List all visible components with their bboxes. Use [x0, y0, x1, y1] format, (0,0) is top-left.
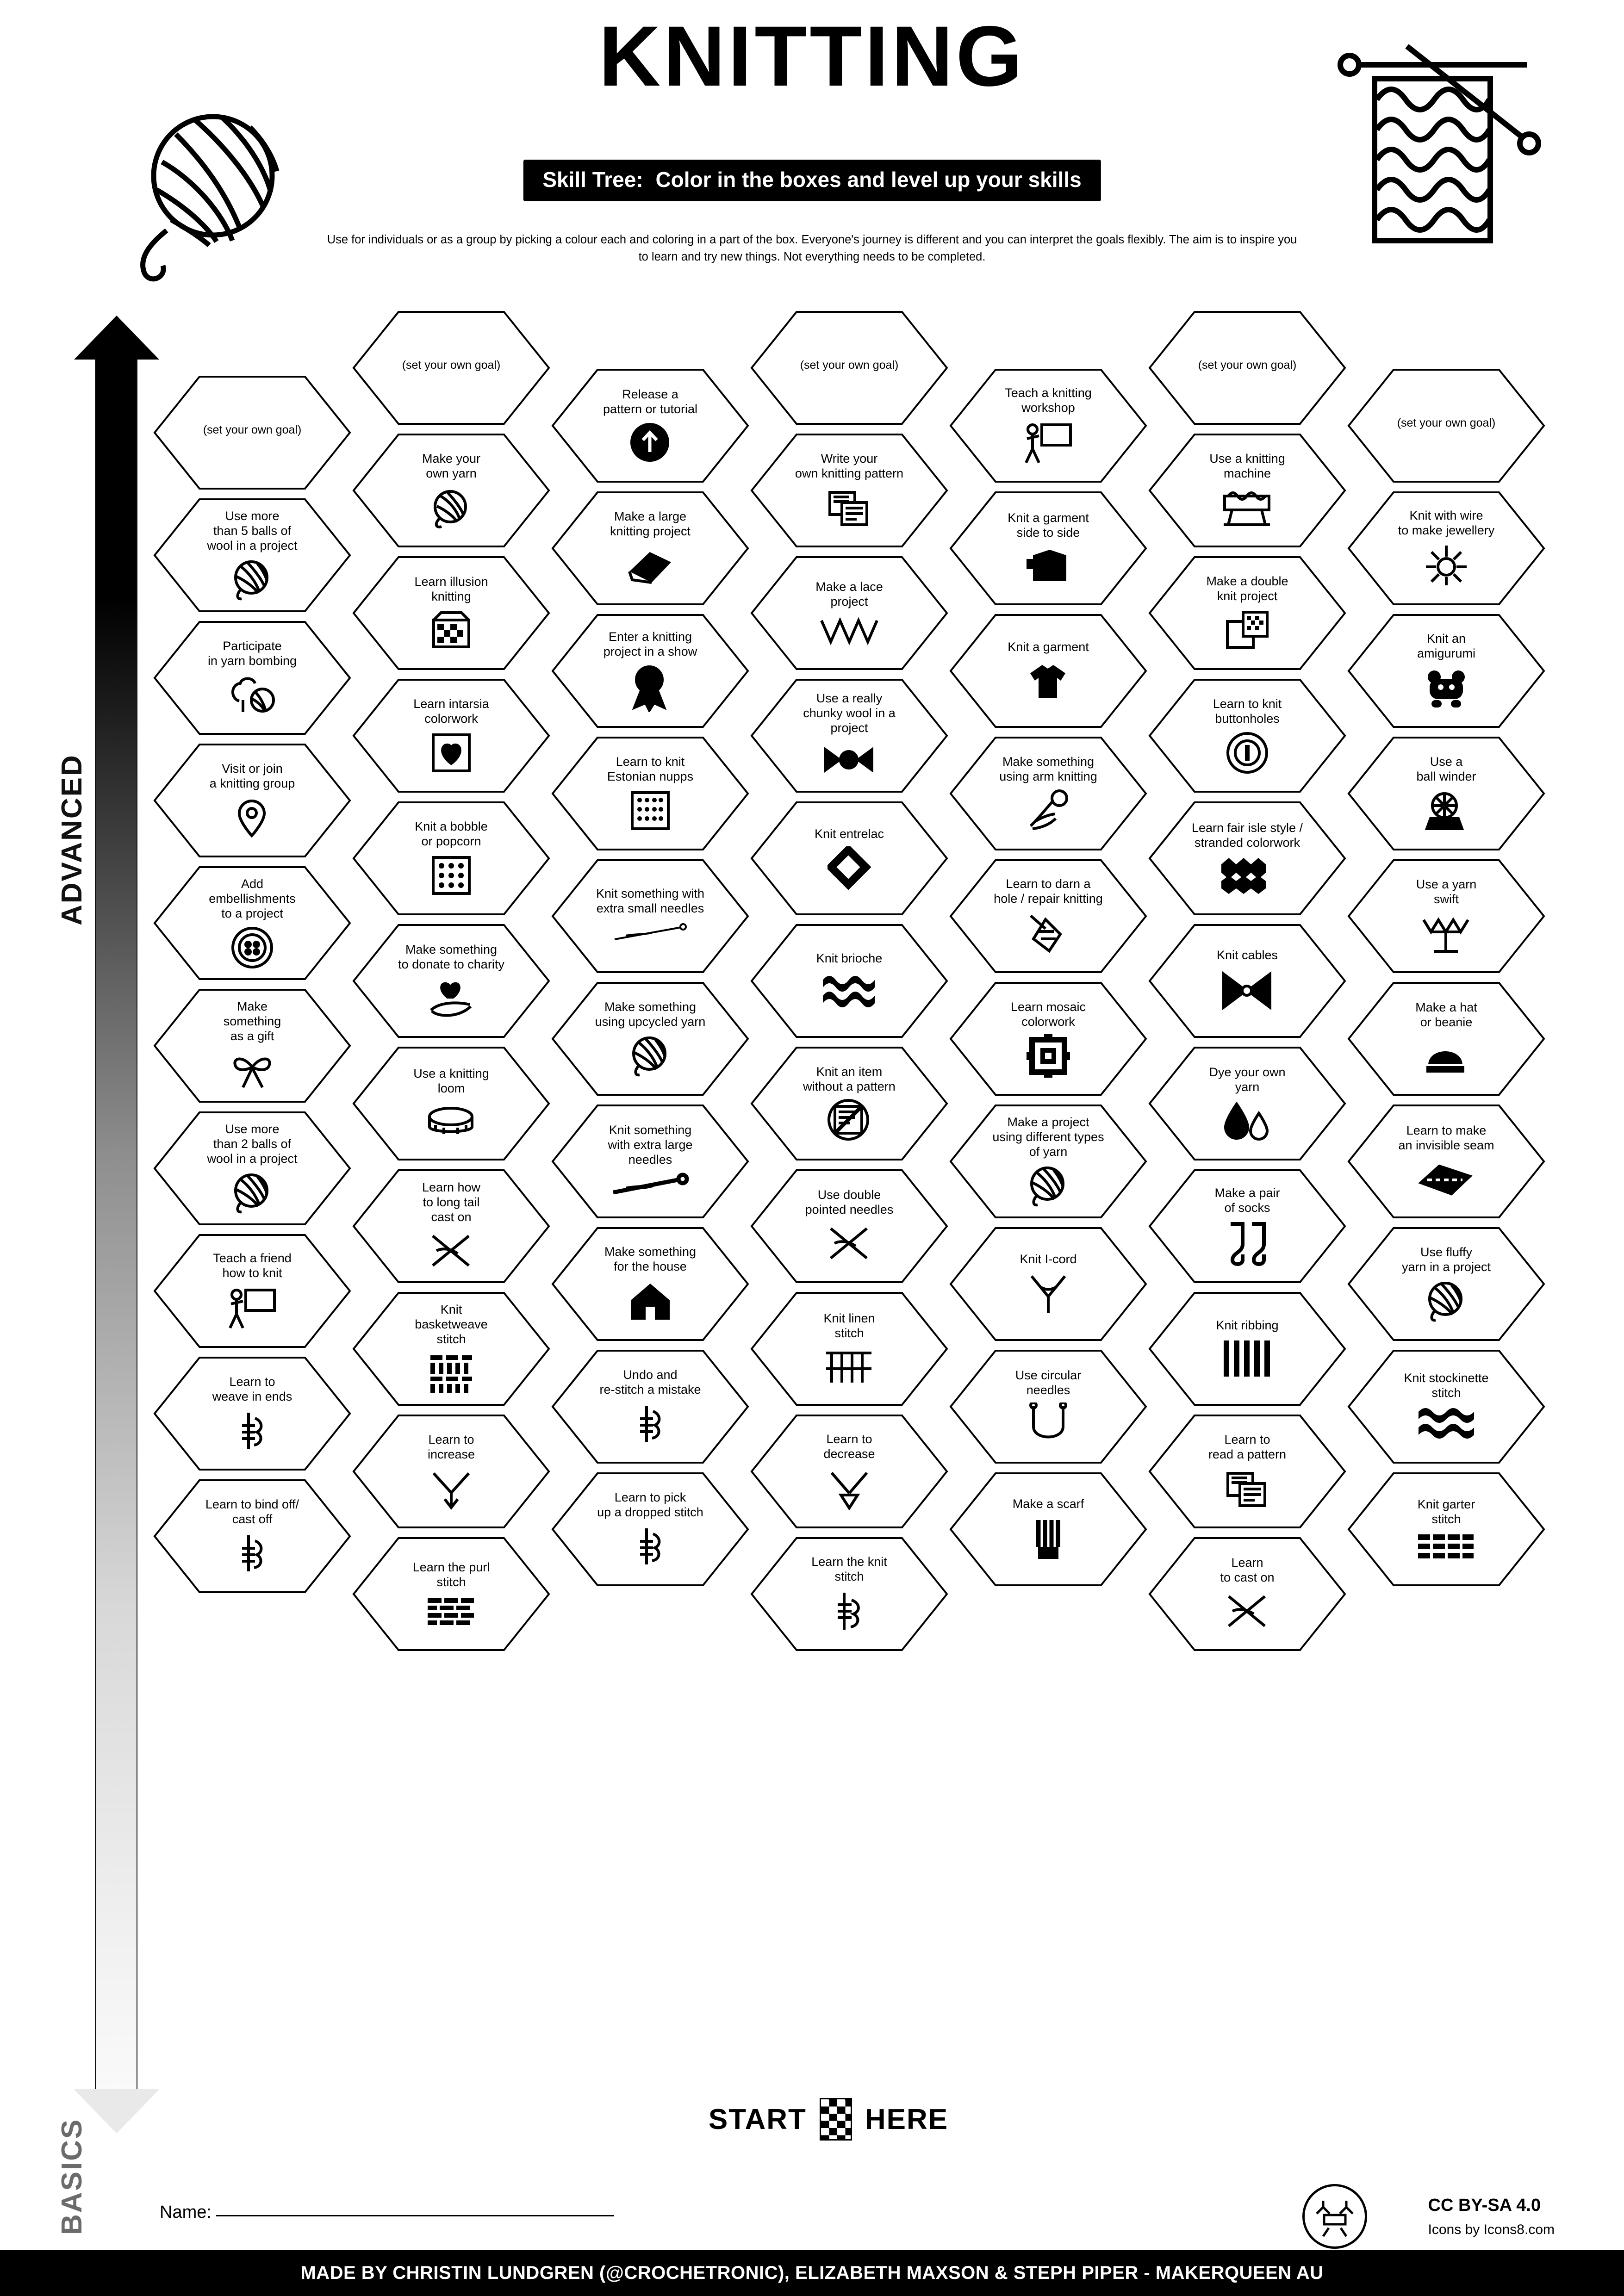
- subtitle-text: Color in the boxes and level up your skills: [655, 168, 1082, 192]
- skill-label: Learn how to long tail cast on: [422, 1180, 481, 1224]
- skill-label: Learn to weave in ends: [212, 1375, 292, 1403]
- stockinette-icon: [1416, 1405, 1477, 1442]
- skill-hex-6-5[interactable]: [1148, 800, 1347, 916]
- skill-label: Add embellishments to a project: [209, 877, 296, 920]
- skill-label: Learn to pick up a dropped stitch: [597, 1490, 703, 1519]
- yarn-ball-icon: [1027, 1164, 1070, 1208]
- no-pattern-icon: [828, 1099, 871, 1142]
- skill-hex-5-6[interactable]: [949, 981, 1148, 1097]
- skill-label: Knit entrelac: [814, 827, 884, 841]
- skill-label: Participate in yarn bombing: [207, 639, 297, 668]
- skill-hex-6-6[interactable]: [1148, 923, 1347, 1039]
- skill-hex-3-7[interactable]: [551, 1104, 750, 1219]
- skill-hex-4-11[interactable]: [750, 1536, 949, 1652]
- skill-label: Learn mosaic colorwork: [1010, 1000, 1086, 1029]
- skill-label: (set your own goal): [203, 423, 302, 437]
- socks-icon: [1224, 1220, 1270, 1266]
- crossed-needles-icon: [826, 1222, 872, 1265]
- skill-hex-5-1[interactable]: [949, 368, 1148, 484]
- skill-hex-6-7[interactable]: [1148, 1046, 1347, 1161]
- skill-label: Write your own knitting pattern: [795, 452, 904, 480]
- skill-hex-5-9[interactable]: [949, 1349, 1148, 1464]
- name-rule: [216, 2215, 614, 2216]
- award-ribbon-icon: [627, 664, 673, 712]
- skill-hex-3-6[interactable]: [551, 981, 750, 1097]
- skill-hex-7-8[interactable]: [1347, 1226, 1546, 1342]
- skill-label: Use a ball winder: [1416, 755, 1476, 783]
- knitting-needle-yarn-icon: [235, 1409, 270, 1452]
- presenter-icon: [227, 1285, 277, 1331]
- skill-hex-2-5[interactable]: [352, 800, 551, 916]
- skill-hex-6-9[interactable]: [1148, 1291, 1347, 1407]
- skill-hex-7-4[interactable]: [1347, 736, 1546, 851]
- skill-label: Knit an amigurumi: [1417, 632, 1476, 660]
- dye-icon: [1223, 1099, 1272, 1142]
- skill-hex-7-10[interactable]: [1347, 1471, 1546, 1587]
- tree-yarn-icon: [226, 673, 278, 717]
- skill-hex-1-10[interactable]: [153, 1478, 352, 1594]
- skill-label: Learn to bind off/ cast off: [205, 1497, 299, 1526]
- axis-label-basics: BASICS: [56, 2118, 88, 2235]
- linen-stitch-icon: [823, 1346, 875, 1386]
- amigurumi-icon: [1422, 666, 1470, 710]
- skill-hex-2-7[interactable]: [352, 1046, 551, 1161]
- seam-icon: [1418, 1158, 1475, 1199]
- skill-hex-7-9[interactable]: [1347, 1349, 1546, 1464]
- skill-label: Make something as a gift: [223, 999, 281, 1043]
- skill-label: Make a pair of socks: [1214, 1186, 1280, 1215]
- yarn-ball-icon: [230, 1171, 274, 1215]
- skill-label: Make something using upcycled yarn: [595, 1000, 706, 1029]
- skill-hex-6-8[interactable]: [1148, 1168, 1347, 1284]
- skill-hex-3-5[interactable]: [551, 858, 750, 974]
- skill-hex-4-3[interactable]: [750, 555, 949, 671]
- yarn-swift-icon: [1420, 912, 1473, 955]
- skill-label: Learn to darn a hole / repair knitting: [994, 877, 1103, 906]
- dots-square-icon: [628, 789, 672, 832]
- heart-square-icon: [429, 731, 473, 775]
- knitting-needle-yarn-icon: [633, 1525, 668, 1568]
- skill-hex-5-2[interactable]: [949, 490, 1148, 606]
- skill-label: Learn to decrease: [823, 1432, 875, 1461]
- increase-icon: [429, 1467, 473, 1510]
- mosaic-icon: [1027, 1034, 1070, 1078]
- axis-label-advanced: ADVANCED: [56, 754, 88, 925]
- skill-label: Learn to knit buttonholes: [1213, 697, 1282, 726]
- crossed-needles-icon: [428, 1229, 474, 1272]
- skill-hex-2-1[interactable]: [352, 310, 551, 426]
- skill-label: Knit garter stitch: [1417, 1497, 1475, 1526]
- skill-hex-5-10[interactable]: [949, 1471, 1148, 1587]
- skill-hex-3-2[interactable]: [551, 490, 750, 606]
- skill-hex-6-3[interactable]: [1148, 555, 1347, 671]
- skill-label: Visit or join a knitting group: [209, 762, 295, 790]
- skill-label: Make something using arm knitting: [999, 755, 1097, 783]
- checker-basket-icon: [429, 609, 473, 652]
- diamond-icon: [828, 846, 871, 890]
- blanket-icon: [626, 544, 675, 587]
- checkered-flag-icon: [820, 2098, 852, 2141]
- skill-hex-3-3[interactable]: [551, 613, 750, 729]
- intro-paragraph: Use for individuals or as a group by picking a colour each and coloring in a part of the box. Everyone's journey is different and you can interpret the goals flexibly. The aim is to inspire you to learn and try new things. Not everything needs to be completed.: [327, 233, 1297, 263]
- yarn-ball-icon: [628, 1034, 672, 1078]
- skill-label: Make a large knitting project: [610, 509, 691, 538]
- skill-label: Learn to knit Estonian nupps: [607, 755, 694, 783]
- darning-icon: [1027, 911, 1070, 956]
- knitting-needle-yarn-icon: [633, 1402, 668, 1446]
- skill-hex-7-2[interactable]: [1347, 490, 1546, 606]
- skill-hex-1-7[interactable]: [153, 1111, 352, 1226]
- skill-hex-6-1[interactable]: [1148, 310, 1347, 426]
- skill-label: Make a scarf: [1012, 1497, 1084, 1511]
- skill-hex-2-6[interactable]: [352, 923, 551, 1039]
- skill-label: Teach a friend how to knit: [213, 1251, 292, 1280]
- skill-label: Use double pointed needles: [805, 1188, 894, 1216]
- thin-needle-icon: [612, 921, 689, 946]
- skill-hex-2-11[interactable]: [352, 1536, 551, 1652]
- icord-icon: [1025, 1272, 1071, 1316]
- map-pin-icon: [231, 796, 274, 839]
- skill-hex-1-1[interactable]: [153, 375, 352, 490]
- skill-label: Use fluffy yarn in a project: [1401, 1245, 1491, 1274]
- skill-label: Make a project using different types of yarn: [992, 1115, 1104, 1159]
- skill-hex-3-4[interactable]: [551, 736, 750, 851]
- skill-label: Learn to increase: [427, 1433, 475, 1461]
- crossed-needles-icon: [1224, 1590, 1270, 1632]
- skill-hex-4-6[interactable]: [750, 923, 949, 1039]
- pattern-doc-icon: [826, 486, 872, 529]
- tshirt-icon: [1027, 659, 1070, 702]
- skill-hex-2-8[interactable]: [352, 1168, 551, 1284]
- skill-label: Undo and re-stitch a mistake: [599, 1368, 701, 1396]
- skill-label: Use circular needles: [1015, 1368, 1082, 1397]
- skill-label: Learn to cast on: [1220, 1556, 1275, 1584]
- skill-label: Make something for the house: [604, 1245, 697, 1273]
- brick-rows-icon: [426, 1595, 477, 1628]
- start-here-marker: [662, 2094, 995, 2145]
- skill-hex-3-9[interactable]: [551, 1349, 750, 1464]
- skill-label: Release a pattern or tutorial: [603, 387, 698, 416]
- skill-label: Use a yarn swift: [1416, 877, 1477, 906]
- skill-label: Dye your own yarn: [1209, 1065, 1286, 1094]
- knitting-needle-yarn-icon: [235, 1532, 270, 1575]
- skill-label: Knit a garment: [1008, 640, 1089, 654]
- hand-heart-icon: [427, 977, 475, 1019]
- knit-stitch-icon: [831, 1589, 867, 1633]
- skill-label: Knit basketweave stitch: [415, 1303, 488, 1346]
- skill-hex-2-9[interactable]: [352, 1291, 551, 1407]
- skill-hex-6-11[interactable]: [1148, 1536, 1347, 1652]
- license-block: [1428, 2196, 1555, 2238]
- skill-hex-1-5[interactable]: [153, 865, 352, 981]
- skill-hex-5-3[interactable]: [949, 613, 1148, 729]
- circular-needles-icon: [1026, 1402, 1070, 1445]
- arm-knitting-icon: [1026, 789, 1070, 832]
- skill-label: (set your own goal): [1198, 359, 1297, 372]
- name-label: Name:: [160, 2203, 212, 2222]
- garment-side-icon: [1026, 545, 1071, 586]
- skill-hex-1-6[interactable]: [153, 988, 352, 1104]
- knitting-machine-icon: [1220, 486, 1275, 529]
- skill-hex-7-7[interactable]: [1347, 1104, 1546, 1219]
- skill-hex-4-10[interactable]: [750, 1414, 949, 1529]
- gift-bow-icon: [229, 1049, 275, 1092]
- double-knit-icon: [1224, 608, 1271, 652]
- upload-circle-icon: [629, 422, 672, 464]
- basketweave-icon: [428, 1352, 475, 1395]
- yarn-ball-icon: [1425, 1279, 1468, 1323]
- cable-icon: [1219, 968, 1276, 1014]
- presenter-icon: [1023, 420, 1073, 465]
- skill-hex-7-1[interactable]: [1347, 368, 1546, 484]
- skill-hex-4-4[interactable]: [750, 678, 949, 794]
- brioche-icon: [820, 971, 878, 1011]
- icons-credit-text: Icons by Icons8.com: [1428, 2222, 1555, 2237]
- skill-hex-1-3[interactable]: [153, 620, 352, 736]
- lace-wave-icon: [819, 614, 880, 646]
- skill-label: Knit linen stitch: [823, 1311, 875, 1340]
- skill-label: Knit a bobble or popcorn: [415, 819, 488, 848]
- yarn-ball-icon: [230, 558, 274, 602]
- skill-label: Use a really chunky wool in a project: [803, 691, 896, 735]
- decrease-icon: [827, 1466, 871, 1511]
- skill-hex-6-4[interactable]: [1148, 678, 1347, 794]
- skill-hex-2-3[interactable]: [352, 555, 551, 671]
- skill-label: Use a knitting machine: [1209, 452, 1285, 480]
- skill-label: Make your own yarn: [422, 452, 481, 480]
- skill-label: Knit cables: [1216, 948, 1278, 962]
- dots-grid-icon: [429, 854, 473, 897]
- skill-label: (set your own goal): [402, 359, 501, 372]
- skill-hex-7-6[interactable]: [1347, 981, 1546, 1097]
- skill-label: Learn the knit stitch: [811, 1555, 887, 1583]
- skill-hex-4-7[interactable]: [750, 1046, 949, 1161]
- skill-hex-4-1[interactable]: [750, 310, 949, 426]
- skill-label: Learn to make an invisible seam: [1398, 1123, 1494, 1152]
- skill-label: Make something to donate to charity: [398, 943, 504, 971]
- skill-label: Learn the purl stitch: [412, 1560, 490, 1589]
- credit-bar: MADE BY CHRISTIN LUNDGREN (@CROCHETRONIC), ELIZABETH MAXSON & STEPH PIPER - MAKERQUEEN AU: [0, 2250, 1624, 2296]
- beanie-icon: [1424, 1035, 1469, 1077]
- fairisle-icon: [1219, 855, 1276, 896]
- ribbing-icon: [1221, 1338, 1274, 1379]
- skill-label: Knit something with extra large needles: [608, 1123, 693, 1167]
- page-title: KNITTING: [598, 9, 1026, 104]
- skill-hex-5-4[interactable]: [949, 736, 1148, 851]
- wire-jewel-icon: [1422, 543, 1470, 588]
- skill-hex-5-5[interactable]: [949, 858, 1148, 974]
- skill-hex-5-8[interactable]: [949, 1226, 1148, 1342]
- here-word: HERE: [865, 2103, 949, 2135]
- loom-icon: [425, 1101, 477, 1141]
- skill-hex-5-7[interactable]: [949, 1104, 1148, 1219]
- house-icon: [627, 1279, 673, 1323]
- garter-icon: [1416, 1532, 1476, 1561]
- skill-label: Use a knitting loom: [413, 1067, 489, 1095]
- button-icon: [230, 926, 274, 969]
- skill-hex-6-10[interactable]: [1148, 1414, 1347, 1529]
- skill-hex-4-2[interactable]: [750, 433, 949, 548]
- start-word: START: [708, 2103, 807, 2135]
- skill-hex-2-2[interactable]: [352, 433, 551, 548]
- skill-hex-4-8[interactable]: [750, 1168, 949, 1284]
- skill-hex-7-5[interactable]: [1347, 858, 1546, 974]
- skill-label: Make a lace project: [815, 580, 883, 608]
- chunky-yarn-icon: [821, 740, 877, 780]
- skill-label: Knit I-cord: [1020, 1252, 1077, 1266]
- skill-hex-2-10[interactable]: [352, 1414, 551, 1529]
- skill-hex-1-8[interactable]: [153, 1233, 352, 1349]
- ball-winder-icon: [1424, 789, 1468, 832]
- skill-label: Learn intarsia colorwork: [413, 697, 489, 726]
- creative-commons-badge-icon: [1302, 2184, 1367, 2249]
- license-text: CC BY-SA 4.0: [1428, 2196, 1541, 2215]
- scarf-icon: [1026, 1516, 1070, 1562]
- skill-label: Knit ribbing: [1216, 1318, 1279, 1333]
- skill-hex-3-8[interactable]: [551, 1226, 750, 1342]
- skill-hex-1-9[interactable]: [153, 1356, 352, 1471]
- skill-hex-1-2[interactable]: [153, 497, 352, 613]
- skill-hex-3-10[interactable]: [551, 1471, 750, 1587]
- skill-label: Learn fair isle style / stranded colorwork: [1191, 821, 1303, 850]
- buttonhole-icon: [1226, 731, 1269, 775]
- skill-label: Teach a knitting workshop: [1005, 386, 1092, 415]
- skill-hex-3-1[interactable]: [551, 368, 750, 484]
- skill-hex-2-4[interactable]: [352, 678, 551, 794]
- yarn-spool-icon: [429, 486, 473, 529]
- skill-label: Learn illusion knitting: [414, 575, 488, 603]
- skill-hex-4-5[interactable]: [750, 800, 949, 916]
- skill-label: Use more than 5 balls of wool in a project: [207, 509, 298, 552]
- skill-label: Enter a knitting project in a show: [603, 630, 697, 658]
- skill-label: Knit stockinette stitch: [1404, 1371, 1489, 1400]
- subtitle-label: Skill Tree:: [542, 168, 643, 192]
- skill-hex-1-4[interactable]: [153, 743, 352, 858]
- skill-label: Use more than 2 balls of wool in a project: [207, 1122, 298, 1166]
- skill-label: Knit an item without a pattern: [803, 1065, 896, 1093]
- skill-label: Make a double knit project: [1206, 574, 1288, 603]
- skill-hex-6-2[interactable]: [1148, 433, 1347, 548]
- skill-label: (set your own goal): [1397, 416, 1496, 430]
- skill-label: Knit with wire to make jewellery: [1398, 509, 1495, 537]
- skill-label: Knit brioche: [816, 951, 883, 966]
- skill-label: Learn to read a pattern: [1208, 1433, 1287, 1461]
- skill-hex-7-3[interactable]: [1347, 613, 1546, 729]
- skill-hex-4-9[interactable]: [750, 1291, 949, 1407]
- thick-needle-icon: [610, 1172, 690, 1200]
- skill-label: Make a hat or beanie: [1415, 1000, 1477, 1029]
- skill-label: Knit something with extra small needles: [596, 887, 705, 915]
- skill-label: Knit a garment side to side: [1008, 511, 1089, 540]
- pattern-doc-icon: [1224, 1467, 1270, 1510]
- skill-label: (set your own goal): [800, 359, 899, 372]
- name-field[interactable]: [160, 2203, 614, 2222]
